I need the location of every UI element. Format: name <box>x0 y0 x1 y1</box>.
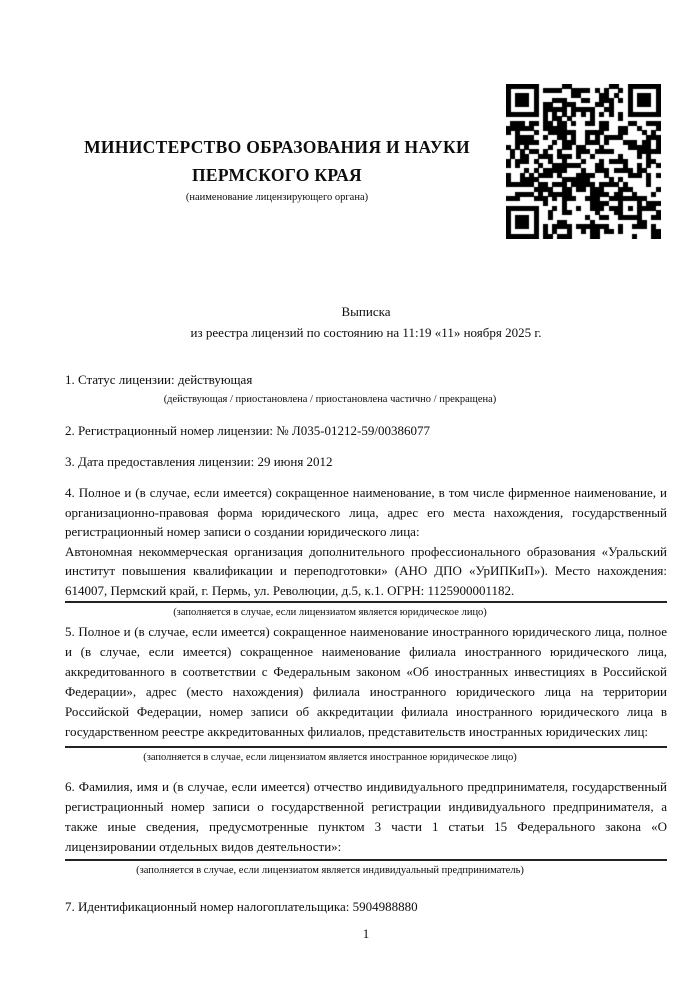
foreign-entity-fill-rule <box>65 746 667 748</box>
item-1-license-status <box>65 370 667 406</box>
document-title-block <box>65 301 667 343</box>
document-subtitle: из реестра лицензий по состоянию на 11:19 «11» ноября 2025 г. <box>190 325 542 340</box>
legal-entity-fill-rule <box>65 601 667 603</box>
authority-name-line-1: МИНИСТЕРСТВО ОБРАЗОВАНИЯ И НАУКИ <box>84 137 470 157</box>
qr-code <box>506 84 661 239</box>
licensing-authority-header <box>65 133 489 204</box>
license-status-text: 1. Статус лицензии: действующая <box>65 372 253 387</box>
item-7-taxpayer-number <box>65 897 667 917</box>
grant-date-text: 3. Дата предоставления лицензии: 29 июня 2012 <box>65 454 333 469</box>
authority-name-line-2: ПЕРМСКОГО КРАЯ <box>192 165 362 185</box>
page-number: 1 <box>362 926 370 941</box>
taxpayer-number-text: 7. Идентификационный номер налогоплательщика: 5904988880 <box>65 899 418 914</box>
legal-entity-heading: 4. Полное и (в случае, если имеется) сокращенное наименование, в том числе фирменное наименование, и организационно-правовая форма юридического лица, адрес его места нахождения, государственный регистрационный номер записи о создании юридического лица: <box>65 485 667 539</box>
item-5-foreign-entity <box>65 622 667 764</box>
foreign-entity-heading: 5. Полное и (в случае, если имеется) сокращенное наименование иностранного юридического лица, полное и (в случае, если имеется) сокращенное наименование филиала иностранного юридического лица, аккредитованного в соответствии с Федеральным законом «Об иностранных инвестициях в Российской Федерации», адрес (место нахождения) филиала иностранного юридического лица на территории Российской Федерации, номер записи об аккредитации филиала иностранного юридического лица в государственном реестре аккредитованных филиалов, представительств иностранных юридических лиц: <box>65 624 667 739</box>
item-6-entrepreneur <box>65 777 667 877</box>
legal-entity-caption: (заполняется в случае, если лицензиатом является юридическое лицо) <box>173 607 487 618</box>
entrepreneur-caption: (заполняется в случае, если лицензиатом является индивидуальный предприниматель) <box>136 865 524 876</box>
foreign-entity-caption: (заполняется в случае, если лицензиатом является иностранное юридическое лицо) <box>143 752 517 763</box>
registration-number-text: 2. Регистрационный номер лицензии: № Л035-01212-59/00386077 <box>65 423 431 438</box>
entrepreneur-fill-rule <box>65 859 667 861</box>
item-4-legal-entity <box>65 483 667 619</box>
document-title: Выписка <box>341 304 391 319</box>
entrepreneur-heading: 6. Фамилия, имя и (в случае, если имеется) отчество индивидуального предпринимателя, государственный регистрационный номер записи о государственной регистрации индивидуального предпринимателя, а также иные сведения, предусмотренные пунктом 3 части 1 статьи 15 Федерального закона «О лицензировании отдельных видов деятельности»: <box>65 779 667 854</box>
item-3-grant-date <box>65 452 667 472</box>
license-status-options-caption: (действующая / приостановлена / приостановлена частично / прекращена) <box>163 394 497 405</box>
item-2-registration-number <box>65 421 667 441</box>
authority-name-caption: (наименование лицензирующего органа) <box>185 192 369 203</box>
legal-entity-value: Автономная некоммерческая организация дополнительного профессионального образования «Уральский институт повышения квалификации и переподготовки» (АНО ДПО «УрИПКиП»). Место нахождения: 614007, Пермский край, г. Пермь, ул. Революции, д.5, к.1. ОГРН: 1125900001182. <box>65 543 667 598</box>
